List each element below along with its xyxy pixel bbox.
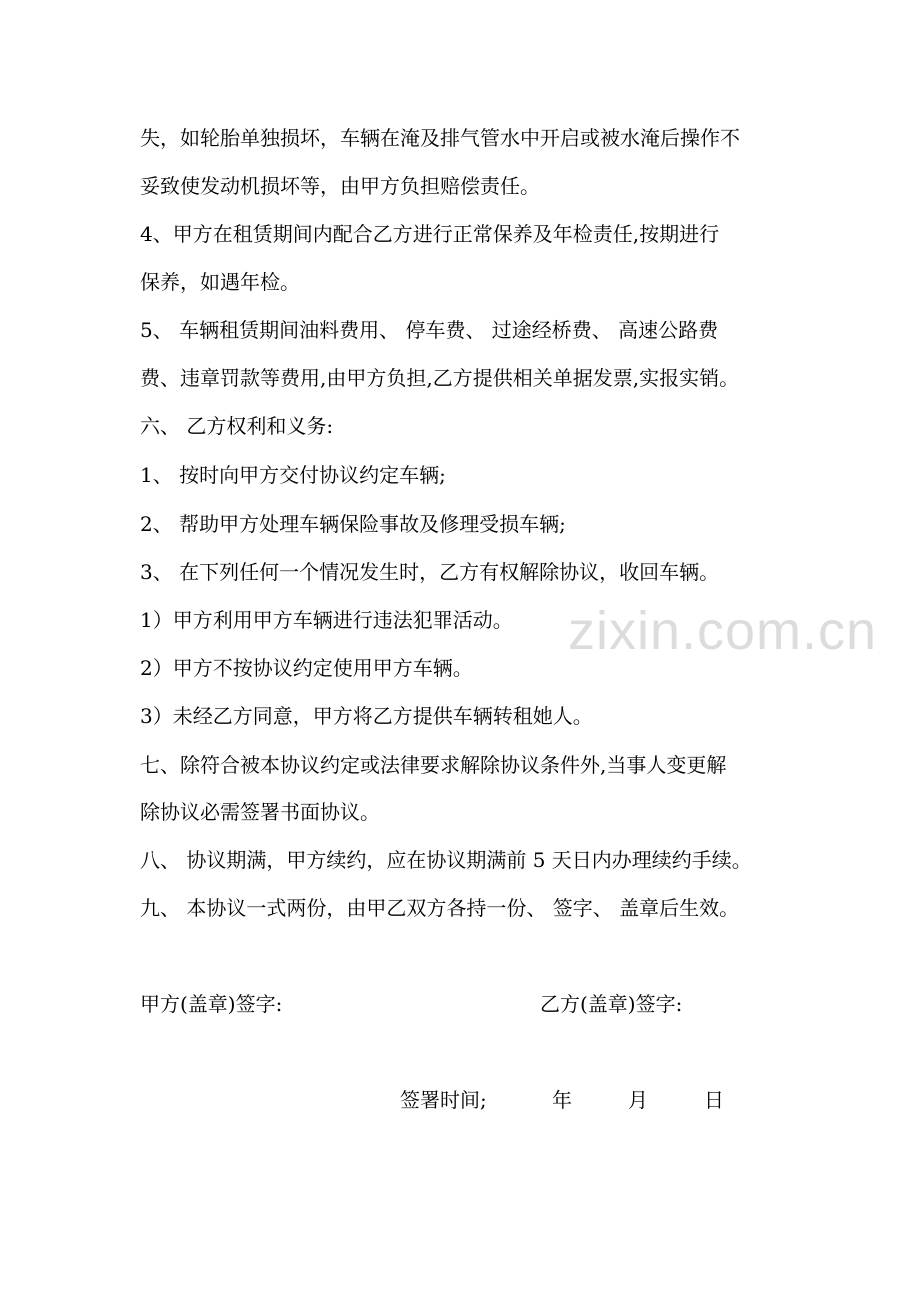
paragraph-line: 2、 帮助甲方处理车辆保险事故及修理受损车辆; bbox=[140, 512, 566, 536]
paragraph-line: 3、 在下列任何一个情况发生时，乙方有权解除协议，收回车辆。 bbox=[140, 560, 720, 584]
section-heading: 六、 乙方权利和义务: bbox=[140, 414, 334, 438]
paragraph-line: 1）甲方利用甲方车辆进行违法犯罪活动。 bbox=[140, 608, 513, 632]
paragraph-line: 1、 按时向甲方交付协议约定车辆; bbox=[140, 463, 446, 487]
day-label: 日 bbox=[704, 1088, 724, 1112]
year-label: 年 bbox=[552, 1088, 572, 1112]
paragraph-line: 5、 车辆租赁期间油料费用、 停车费、 过途经桥费、 高速公路费 bbox=[140, 318, 719, 342]
paragraph-line: 2）甲方不按协议约定使用甲方车辆。 bbox=[140, 656, 473, 680]
paragraph-line: 妥致使发动机损坏等，由甲方负担赔偿责任。 bbox=[140, 174, 540, 198]
paragraph-line: 保养，如遇年检。 bbox=[140, 270, 300, 294]
signing-date-label: 签署时间; bbox=[400, 1088, 487, 1112]
paragraph-line: 除协议必需签署书面协议。 bbox=[140, 800, 380, 824]
paragraph-line: 九、 本协议一式两份，由甲乙双方各持一份、 签字、 盖章后生效。 bbox=[140, 896, 740, 920]
party-b-signature-label: 乙方(盖章)签字: bbox=[540, 992, 683, 1016]
paragraph-line: 4、甲方在租赁期间内配合乙方进行正常保养及年检责任,按期进行 bbox=[140, 222, 720, 246]
watermark: zixin.com.cn bbox=[568, 601, 878, 661]
paragraph-line: 失，如轮胎单独损坏，车辆在淹及排气管水中开启或被水淹后操作不 bbox=[140, 126, 740, 150]
month-label: 月 bbox=[628, 1088, 648, 1112]
paragraph-line: 费、违章罚款等费用,由甲方负担,乙方提供相关单据发票,实报实销。 bbox=[140, 366, 740, 390]
paragraph-line: 七、除符合被本协议约定或法律要求解除协议条件外,当事人变更解 bbox=[140, 753, 727, 777]
party-a-signature-label: 甲方(盖章)签字: bbox=[140, 992, 283, 1016]
paragraph-line: 八、 协议期满，甲方续约，应在协议期满前 5 天日内办理续约手续。 bbox=[140, 848, 752, 872]
paragraph-line: 3）未经乙方同意，甲方将乙方提供车辆转租她人。 bbox=[140, 704, 593, 728]
